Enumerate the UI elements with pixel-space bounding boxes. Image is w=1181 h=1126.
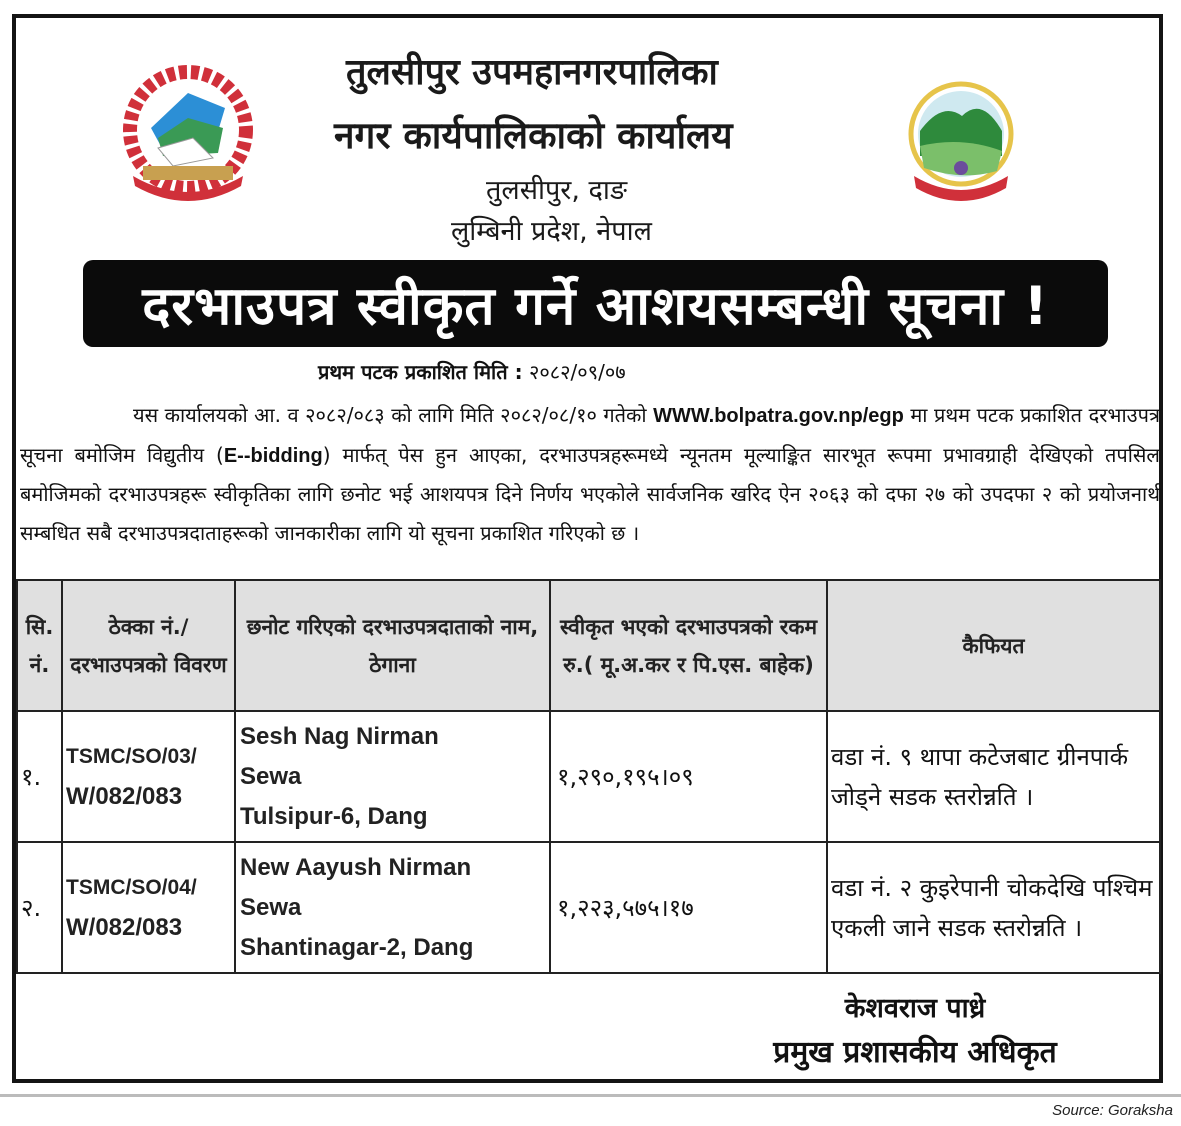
header-amount: स्वीकृत भएको दरभाउपत्रको रकम रु.( मू.अ.कर र पि.एस. बाहेक) — [550, 580, 827, 711]
nepal-emblem-icon — [113, 58, 263, 208]
notice-title-banner — [83, 260, 1108, 347]
publication-date — [318, 358, 626, 385]
row-sn: १. — [17, 711, 62, 842]
header-remarks: कैफियत — [827, 580, 1160, 711]
body-part1: यस कार्यालयको आ. व २०८२/०८३ को लागि मिति २०८२/०८/१० गतेको — [133, 403, 654, 427]
notice-body — [20, 396, 1160, 552]
row-contract: TSMC/SO/03/ W/082/083 — [62, 711, 235, 842]
municipality-emblem-icon — [902, 76, 1020, 206]
row-amount: १,२२३,५७५।१७ — [550, 842, 827, 973]
publication-date-label: प्रथम पटक प्रकाशित मिति : — [318, 360, 523, 384]
row-remarks: वडा नं. २ कुइरेपानी चोकदेखि पश्चिम एकली जाने सडक स्तरोन्नति । — [827, 842, 1160, 973]
row-sn: २. — [17, 842, 62, 973]
signatory-name: केशवराज पाध्रे — [844, 993, 986, 1024]
publication-date-value: २०८२/०९/०७ — [528, 360, 626, 384]
table-header-row — [17, 580, 1160, 711]
header-contract: ठेक्का नं./ दरभाउपत्रको विवरण — [62, 580, 235, 711]
body-part3: ) मार्फत् पेस हुन आएका, दरभाउपत्रहरूमध्ये न्यूनतम मूल्याङ्कित सारभूत रूपमा प्रभावग्राही देखिएको तपसिल बमोजिमको दरभाउपत्रहरू स्वीकृतिका लागि छनोट भई आशयपत्र दिने निर्णय भएकोले सार्वजनिक खरिद ऐन २०६३ को दफा २७ को उपदफा २ को प्रयोजनार्थ सम्बधित सबै दरभाउपत्रदाताहरूको जानकारीका लागि यो सूचना प्रकाशित गरिएको छ । — [20, 442, 1160, 545]
office-name: नगर कार्यपालिकाको कार्यालय — [334, 114, 733, 157]
notice-title: दरभाउपत्र स्वीकृत गर्ने आशयसम्बन्धी सूचना ! — [142, 276, 1049, 337]
table-row — [17, 842, 1160, 973]
row-bidder: Sesh Nag Nirman Sewa Tulsipur-6, Dang — [235, 711, 550, 842]
row-remarks: वडा नं. ९ थापा कटेजबाट ग्रीनपार्क जोड्ने सडक स्तरोन्नति । — [827, 711, 1160, 842]
notice-frame — [12, 14, 1163, 1083]
awarded-bids-table — [16, 579, 1161, 974]
municipality-name: तुलसीपुर उपमहानगरपालिका — [346, 52, 718, 93]
body-part2: मा प्रथम पटक प्रकाशित दरभाउपत्र सूचना बमोजिम विद्युतीय ( — [20, 403, 1160, 467]
signatory-title: प्रमुख प्रशासकीय अधिकृत — [773, 1035, 1057, 1070]
source-divider — [0, 1094, 1181, 1097]
bolpatra-link[interactable]: WWW.bolpatra.gov.np/egp — [653, 405, 904, 427]
source-credit: Source: Goraksha — [1052, 1102, 1173, 1119]
table-row — [17, 711, 1160, 842]
header-sn: सि. नं. — [17, 580, 62, 711]
row-amount: १,२९०,१९५।०९ — [550, 711, 827, 842]
row-contract: TSMC/SO/04/ W/082/083 — [62, 842, 235, 973]
row-bidder: New Aayush Nirman Sewa Shantinagar-2, Dang — [235, 842, 550, 973]
office-province: लुम्बिनी प्रदेश, नेपाल — [451, 216, 652, 247]
ebidding-label: E--bidding — [223, 444, 323, 467]
office-city: तुलसीपुर, दाङ — [486, 175, 628, 206]
header-bidder: छनोट गरिएको दरभाउपत्रदाताको नाम, ठेगाना — [235, 580, 550, 711]
